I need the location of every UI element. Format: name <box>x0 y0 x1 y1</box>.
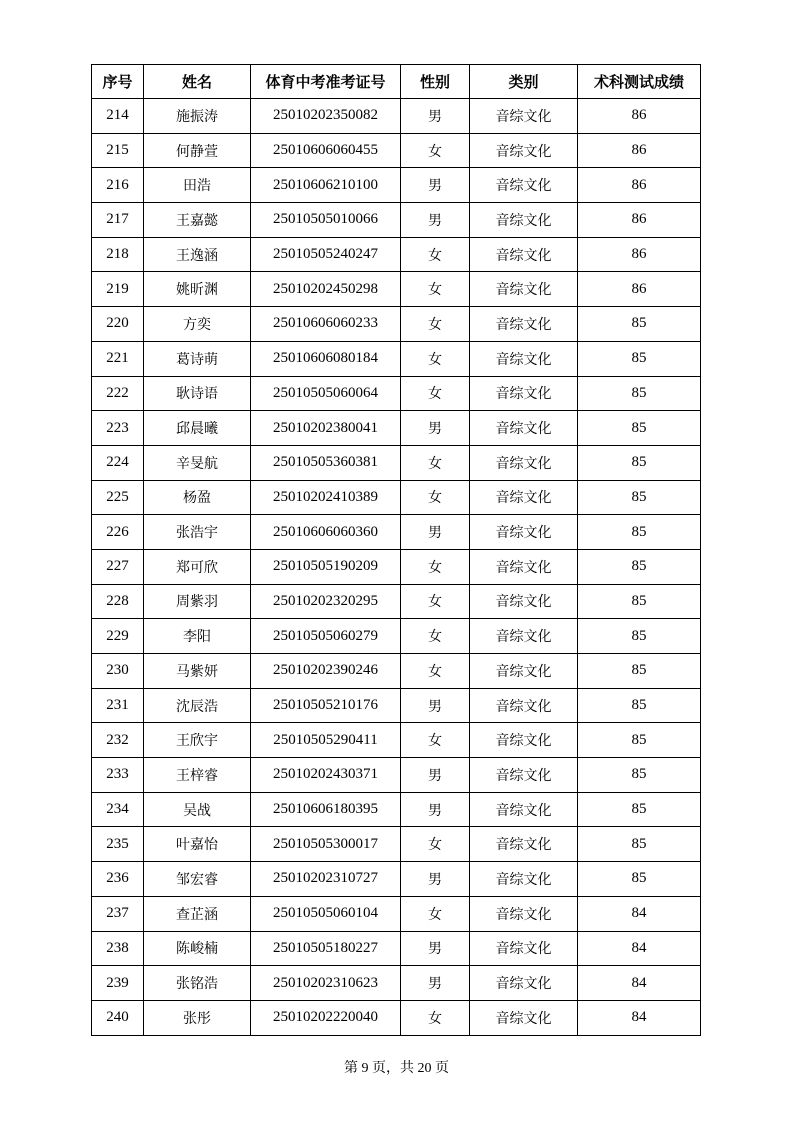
cell-name: 叶嘉怡 <box>144 827 251 862</box>
cell-gender: 女 <box>401 480 470 515</box>
table-row <box>92 168 701 203</box>
cell-score: 85 <box>578 827 701 862</box>
table-row <box>92 654 701 689</box>
cell-index: 219 <box>92 272 144 307</box>
table-row <box>92 792 701 827</box>
cell-exam-id: 25010202450298 <box>251 272 401 307</box>
cell-name: 张浩宇 <box>144 515 251 550</box>
table-row <box>92 896 701 931</box>
cell-index: 218 <box>92 237 144 272</box>
cell-name: 邱晨曦 <box>144 411 251 446</box>
table-row <box>92 411 701 446</box>
cell-name: 邹宏睿 <box>144 862 251 897</box>
cell-category: 音综文化 <box>470 654 578 689</box>
cell-gender: 男 <box>401 203 470 238</box>
cell-exam-id: 25010505060104 <box>251 896 401 931</box>
cell-score: 84 <box>578 931 701 966</box>
cell-gender: 男 <box>401 688 470 723</box>
cell-index: 225 <box>92 480 144 515</box>
cell-gender: 女 <box>401 549 470 584</box>
cell-gender: 女 <box>401 272 470 307</box>
cell-index: 232 <box>92 723 144 758</box>
cell-name: 周紫羽 <box>144 584 251 619</box>
table-row <box>92 237 701 272</box>
cell-category: 音综文化 <box>470 619 578 654</box>
cell-gender: 男 <box>401 411 470 446</box>
cell-exam-id: 25010202310727 <box>251 862 401 897</box>
header-score: 术科测试成绩 <box>578 65 701 99</box>
table-row <box>92 723 701 758</box>
cell-category: 音综文化 <box>470 723 578 758</box>
cell-name: 王梓睿 <box>144 758 251 793</box>
cell-index: 229 <box>92 619 144 654</box>
cell-score: 85 <box>578 758 701 793</box>
cell-score: 85 <box>578 792 701 827</box>
cell-index: 237 <box>92 896 144 931</box>
cell-gender: 女 <box>401 341 470 376</box>
cell-index: 214 <box>92 99 144 134</box>
cell-exam-id: 25010505190209 <box>251 549 401 584</box>
table-row <box>92 966 701 1001</box>
cell-category: 音综文化 <box>470 168 578 203</box>
table-row <box>92 341 701 376</box>
cell-name: 姚昕渊 <box>144 272 251 307</box>
cell-index: 233 <box>92 758 144 793</box>
table-row <box>92 480 701 515</box>
cell-name: 王逸涵 <box>144 237 251 272</box>
cell-score: 85 <box>578 654 701 689</box>
cell-name: 吴战 <box>144 792 251 827</box>
cell-index: 240 <box>92 1000 144 1035</box>
table-row <box>92 758 701 793</box>
cell-gender: 男 <box>401 931 470 966</box>
cell-score: 85 <box>578 688 701 723</box>
cell-exam-id: 25010505240247 <box>251 237 401 272</box>
page-footer: 第 9 页，共 20 页 <box>344 1061 449 1076</box>
table-row <box>92 827 701 862</box>
cell-name: 马紫妍 <box>144 654 251 689</box>
cell-gender: 男 <box>401 792 470 827</box>
table-row <box>92 445 701 480</box>
cell-category: 音综文化 <box>470 341 578 376</box>
cell-category: 音综文化 <box>470 862 578 897</box>
cell-score: 85 <box>578 411 701 446</box>
cell-name: 施振涛 <box>144 99 251 134</box>
cell-gender: 女 <box>401 133 470 168</box>
table-row <box>92 931 701 966</box>
cell-exam-id: 25010505060279 <box>251 619 401 654</box>
header-row <box>92 65 701 99</box>
cell-exam-id: 25010606060455 <box>251 133 401 168</box>
cell-category: 音综文化 <box>470 480 578 515</box>
table-row <box>92 272 701 307</box>
cell-category: 音综文化 <box>470 445 578 480</box>
cell-gender: 女 <box>401 619 470 654</box>
cell-index: 227 <box>92 549 144 584</box>
cell-name: 李阳 <box>144 619 251 654</box>
cell-score: 86 <box>578 203 701 238</box>
cell-category: 音综文化 <box>470 931 578 966</box>
cell-category: 音综文化 <box>470 237 578 272</box>
table-body <box>92 99 701 1036</box>
cell-score: 85 <box>578 619 701 654</box>
cell-exam-id: 25010505300017 <box>251 827 401 862</box>
cell-score: 85 <box>578 376 701 411</box>
header-exam-id: 体育中考准考证号 <box>251 65 401 99</box>
cell-category: 音综文化 <box>470 688 578 723</box>
cell-index: 220 <box>92 307 144 342</box>
cell-score: 85 <box>578 341 701 376</box>
cell-score: 86 <box>578 168 701 203</box>
cell-index: 217 <box>92 203 144 238</box>
cell-index: 239 <box>92 966 144 1001</box>
cell-score: 85 <box>578 480 701 515</box>
cell-score: 84 <box>578 966 701 1001</box>
table-row <box>92 688 701 723</box>
cell-category: 音综文化 <box>470 896 578 931</box>
cell-category: 音综文化 <box>470 549 578 584</box>
cell-name: 郑可欣 <box>144 549 251 584</box>
cell-gender: 男 <box>401 862 470 897</box>
cell-score: 84 <box>578 896 701 931</box>
cell-exam-id: 25010606060233 <box>251 307 401 342</box>
cell-gender: 男 <box>401 168 470 203</box>
cell-score: 86 <box>578 237 701 272</box>
cell-exam-id: 25010606060360 <box>251 515 401 550</box>
table-row <box>92 133 701 168</box>
cell-category: 音综文化 <box>470 758 578 793</box>
cell-gender: 男 <box>401 758 470 793</box>
cell-name: 查芷涵 <box>144 896 251 931</box>
cell-category: 音综文化 <box>470 411 578 446</box>
table-row <box>92 203 701 238</box>
table-row <box>92 862 701 897</box>
cell-name: 王欣宇 <box>144 723 251 758</box>
cell-index: 238 <box>92 931 144 966</box>
cell-index: 222 <box>92 376 144 411</box>
cell-index: 231 <box>92 688 144 723</box>
cell-score: 85 <box>578 307 701 342</box>
cell-exam-id: 25010505060064 <box>251 376 401 411</box>
score-table <box>91 64 701 1036</box>
cell-name: 张彤 <box>144 1000 251 1035</box>
cell-exam-id: 25010606210100 <box>251 168 401 203</box>
cell-exam-id: 25010202310623 <box>251 966 401 1001</box>
table-row <box>92 515 701 550</box>
header-category: 类别 <box>470 65 578 99</box>
cell-exam-id: 25010202220040 <box>251 1000 401 1035</box>
cell-score: 85 <box>578 515 701 550</box>
cell-exam-id: 25010606180395 <box>251 792 401 827</box>
cell-score: 85 <box>578 445 701 480</box>
cell-name: 何静萱 <box>144 133 251 168</box>
cell-name: 张铭浩 <box>144 966 251 1001</box>
cell-exam-id: 25010606080184 <box>251 341 401 376</box>
table-row <box>92 619 701 654</box>
cell-score: 85 <box>578 862 701 897</box>
cell-category: 音综文化 <box>470 584 578 619</box>
cell-category: 音综文化 <box>470 827 578 862</box>
cell-category: 音综文化 <box>470 272 578 307</box>
cell-exam-id: 25010202380041 <box>251 411 401 446</box>
cell-score: 85 <box>578 549 701 584</box>
cell-index: 228 <box>92 584 144 619</box>
table-row <box>92 376 701 411</box>
cell-index: 215 <box>92 133 144 168</box>
cell-name: 葛诗萌 <box>144 341 251 376</box>
cell-score: 84 <box>578 1000 701 1035</box>
cell-category: 音综文化 <box>470 515 578 550</box>
cell-exam-id: 25010202390246 <box>251 654 401 689</box>
cell-gender: 女 <box>401 445 470 480</box>
cell-gender: 女 <box>401 584 470 619</box>
cell-name: 耿诗语 <box>144 376 251 411</box>
cell-exam-id: 25010505010066 <box>251 203 401 238</box>
cell-index: 223 <box>92 411 144 446</box>
cell-gender: 男 <box>401 99 470 134</box>
header-name: 姓名 <box>144 65 251 99</box>
cell-exam-id: 25010505360381 <box>251 445 401 480</box>
cell-gender: 女 <box>401 896 470 931</box>
cell-name: 王嘉懿 <box>144 203 251 238</box>
table-row <box>92 1000 701 1035</box>
cell-score: 85 <box>578 723 701 758</box>
table-row <box>92 99 701 134</box>
cell-gender: 女 <box>401 237 470 272</box>
table-row <box>92 549 701 584</box>
cell-gender: 女 <box>401 654 470 689</box>
cell-category: 音综文化 <box>470 99 578 134</box>
cell-name: 田浩 <box>144 168 251 203</box>
cell-index: 221 <box>92 341 144 376</box>
cell-category: 音综文化 <box>470 966 578 1001</box>
cell-index: 226 <box>92 515 144 550</box>
cell-gender: 女 <box>401 827 470 862</box>
cell-exam-id: 25010202320295 <box>251 584 401 619</box>
cell-index: 216 <box>92 168 144 203</box>
cell-index: 230 <box>92 654 144 689</box>
table-row <box>92 584 701 619</box>
cell-exam-id: 25010202350082 <box>251 99 401 134</box>
table-row <box>92 307 701 342</box>
cell-index: 234 <box>92 792 144 827</box>
cell-category: 音综文化 <box>470 376 578 411</box>
cell-name: 沈辰浩 <box>144 688 251 723</box>
cell-exam-id: 25010505180227 <box>251 931 401 966</box>
cell-name: 杨盈 <box>144 480 251 515</box>
cell-score: 86 <box>578 272 701 307</box>
cell-category: 音综文化 <box>470 203 578 238</box>
cell-category: 音综文化 <box>470 792 578 827</box>
cell-index: 224 <box>92 445 144 480</box>
cell-gender: 男 <box>401 966 470 1001</box>
cell-score: 86 <box>578 99 701 134</box>
cell-index: 236 <box>92 862 144 897</box>
cell-name: 陈峻楠 <box>144 931 251 966</box>
cell-category: 音综文化 <box>470 307 578 342</box>
cell-category: 音综文化 <box>470 1000 578 1035</box>
cell-score: 86 <box>578 133 701 168</box>
cell-exam-id: 25010202410389 <box>251 480 401 515</box>
cell-exam-id: 25010505210176 <box>251 688 401 723</box>
cell-category: 音综文化 <box>470 133 578 168</box>
cell-gender: 女 <box>401 723 470 758</box>
cell-gender: 女 <box>401 1000 470 1035</box>
header-index: 序号 <box>92 65 144 99</box>
cell-score: 85 <box>578 584 701 619</box>
header-gender: 性别 <box>401 65 470 99</box>
cell-gender: 女 <box>401 307 470 342</box>
cell-gender: 男 <box>401 515 470 550</box>
cell-exam-id: 25010505290411 <box>251 723 401 758</box>
cell-name: 方奕 <box>144 307 251 342</box>
cell-exam-id: 25010202430371 <box>251 758 401 793</box>
table-header <box>92 65 701 99</box>
cell-gender: 女 <box>401 376 470 411</box>
cell-index: 235 <box>92 827 144 862</box>
cell-name: 辛旻航 <box>144 445 251 480</box>
